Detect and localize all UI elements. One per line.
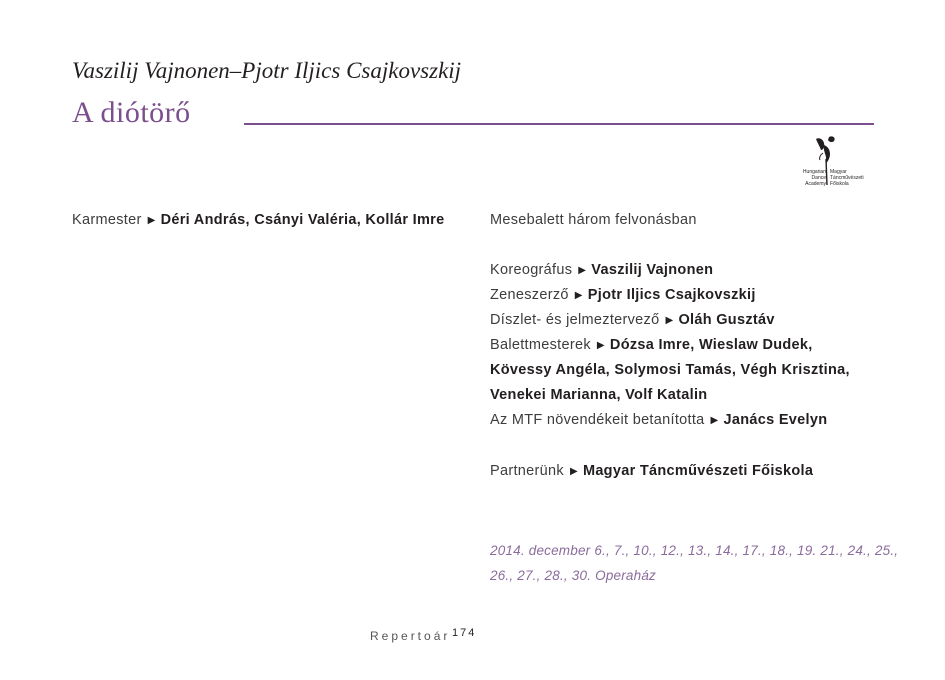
page-title: A diótörő [72, 96, 191, 129]
credit-row [490, 312, 775, 328]
logo-english: Hungarian Dance Academy [802, 169, 826, 187]
triangle-right-icon: ▶ [578, 265, 587, 276]
trainer-label: Az MTF növendékeit betanította [490, 412, 705, 428]
credit-row [490, 262, 713, 278]
trainer-value: Janács Evelyn [723, 412, 828, 428]
title-rule [244, 123, 874, 125]
credit-value: Dózsa Imre, Wieslaw Dudek, [609, 337, 813, 353]
credit-row [490, 287, 756, 303]
logo-hungarian: Magyar Táncművészeti Főiskola [830, 169, 864, 187]
partner-value: Magyar Táncművészeti Főiskola [582, 463, 814, 479]
triangle-right-icon: ▶ [710, 415, 719, 426]
conductor-label: Karmester [72, 212, 142, 228]
triangle-right-icon: ▶ [596, 340, 605, 351]
credit-label: Díszlet- és jelmeztervező [490, 312, 660, 328]
partner-row [490, 463, 813, 479]
triangle-right-icon: ▶ [569, 466, 578, 477]
ballet-masters-continued: Kövessy Angéla, Solymosi Tamás, Végh Krisztina, [490, 362, 850, 378]
triangle-right-icon: ▶ [665, 315, 674, 326]
subtitle: Vaszilij Vajnonen–Pjotr Iljics Csajkovszkij [72, 58, 462, 83]
partner-label: Partnerünk [490, 463, 564, 479]
page-number: 174 [452, 627, 477, 639]
trainer-row [490, 412, 827, 428]
ballet-masters-continued: Venekei Marianna, Volf Katalin [490, 387, 708, 403]
footer-section: Repertoár [370, 629, 451, 643]
title-row [72, 96, 874, 130]
triangle-right-icon: ▶ [574, 290, 583, 301]
performance-dates: 2014. december 6., 7., 10., 12., 13., 14., 17., 18., 19. 21., 24., 25., 26., 27., 28., 30. Operaház [490, 543, 899, 583]
credit-label: Koreográfus [490, 262, 573, 278]
conductor-value: Déri András, Csányi Valéria, Kollár Imre [160, 212, 445, 228]
credit-label: Balettmesterek [490, 337, 591, 353]
triangle-right-icon: ▶ [147, 215, 156, 226]
credit-value: Vaszilij Vajnonen [591, 262, 714, 278]
credit-row [490, 337, 813, 353]
genre: Mesebalett három felvonásban [490, 212, 697, 228]
conductor-row [72, 212, 444, 228]
credit-value: Pjotr Iljics Csajkovszkij [587, 287, 756, 303]
credit-label: Zeneszerző [490, 287, 569, 303]
credit-value: Oláh Gusztáv [678, 312, 775, 328]
academy-logo [783, 133, 875, 187]
